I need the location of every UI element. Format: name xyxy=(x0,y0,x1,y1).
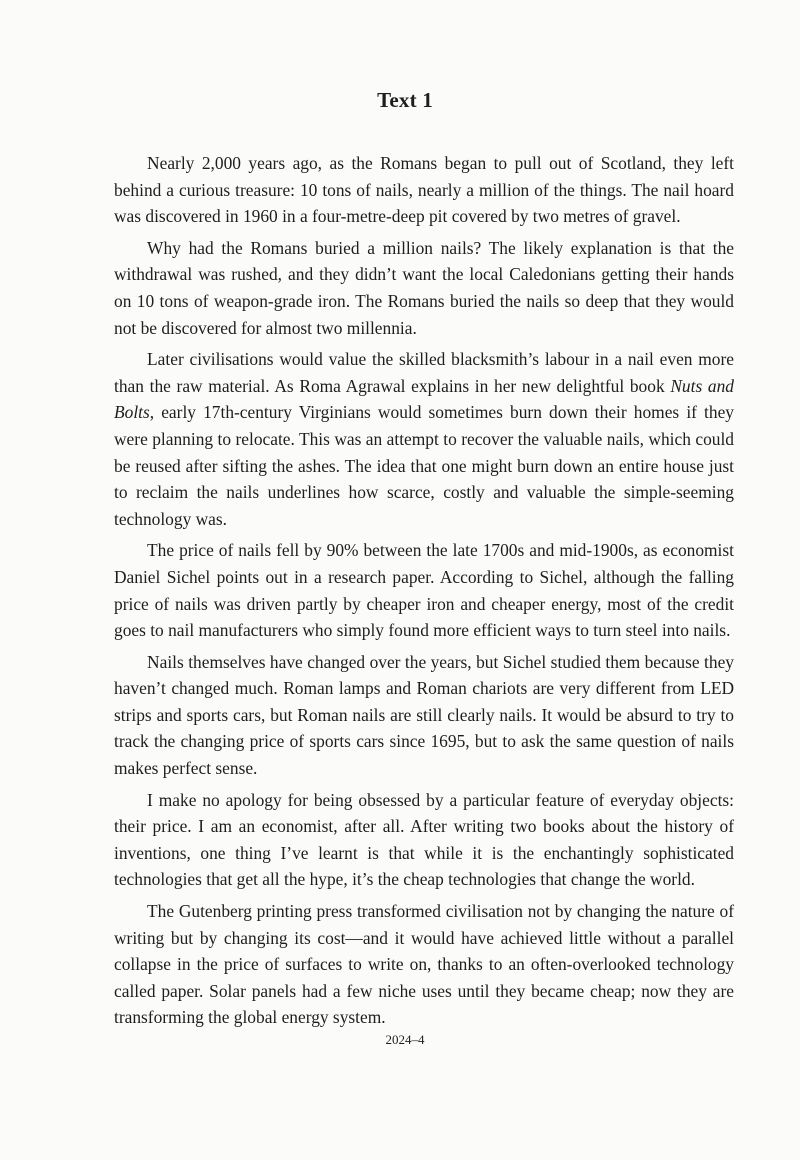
paragraph-text: Later civilisations would value the skilled blacksmith’s labour in a nail even more than the raw material. As Roma Agrawal explains in her new delightful book xyxy=(114,349,734,396)
paragraph-text: Why had the Romans buried a million nails? The likely explanation is that the withdrawal was rushed, and they didn’t want the local Caledonians getting their hands on 10 tons of weapon-grade iron. The Romans buried the nails so deep that they would not be discovered for almost two millennia. xyxy=(114,237,734,338)
paragraph-text: , early 17th-century Virginians would sometimes burn down their homes if they were planning to relocate. This was an attempt to recover the valuable nails, which could be reused after sifting the ashes. The idea that one might burn down an entire house just to reclaim the nails underlines how scarce, costly and valuable the simple-seeming technology was. xyxy=(114,402,734,529)
article-body xyxy=(114,150,734,1031)
paragraph-text: Nails themselves have changed over the years, but Sichel studied them because they haven’t changed much. Roman lamps and Roman chariots are very different from LED strips and sports cars, but Roman nails are still clearly nails. It would be absurd to try to track the changing price of sports cars since 1695, but to ask the same question of nails makes perfect sense. xyxy=(114,651,734,779)
paragraph-text: The Gutenberg printing press transformed civilisation not by changing the nature of writing but by changing its cost—and it would have achieved little without a parallel collapse in the price of surfaces to write on, thanks to an often-overlooked technology called paper. Solar panels had a few niche uses until they became cheap; now they are transforming the global energy system. xyxy=(114,901,734,1028)
paragraph-1 xyxy=(114,150,734,230)
paragraph-4 xyxy=(114,537,734,643)
book-title: Nuts and Bolts xyxy=(114,375,734,423)
paragraph-text: I make no apology for being obsessed by a particular feature of everyday objects: their price. I am an economist, after all. After writing two books about the history of inventions, one thing I’ve learnt is that while it is the enchantingly sophisticated technologies that get all the hype, it’s the cheap technologies that change the world. xyxy=(114,789,734,890)
paragraph-5 xyxy=(114,649,734,782)
paragraph-text: Nearly 2,000 years ago, as the Romans began to pull out of Scotland, they left behind a curious treasure: 10 tons of nails, nearly a million of the things. The nail hoard was discovered in 1960 in a four-metre-deep pit covered by two metres of gravel. xyxy=(114,153,734,227)
page-number: 2024–4 xyxy=(385,1032,425,1047)
paragraph-3 xyxy=(114,346,734,532)
paragraph-7 xyxy=(114,898,734,1031)
paragraph-text: The price of nails fell by 90% between the late 1700s and mid-1900s, as economist Daniel Sichel points out in a research paper. According to Sichel, although the falling price of nails was driven partly by cheaper iron and cheaper energy, most of the credit goes to nail manufacturers who simply found more efficient ways to turn steel into nails. xyxy=(114,540,734,641)
paragraph-2 xyxy=(114,235,734,341)
paragraph-6 xyxy=(114,787,734,893)
page-title: Text 1 xyxy=(377,88,433,112)
